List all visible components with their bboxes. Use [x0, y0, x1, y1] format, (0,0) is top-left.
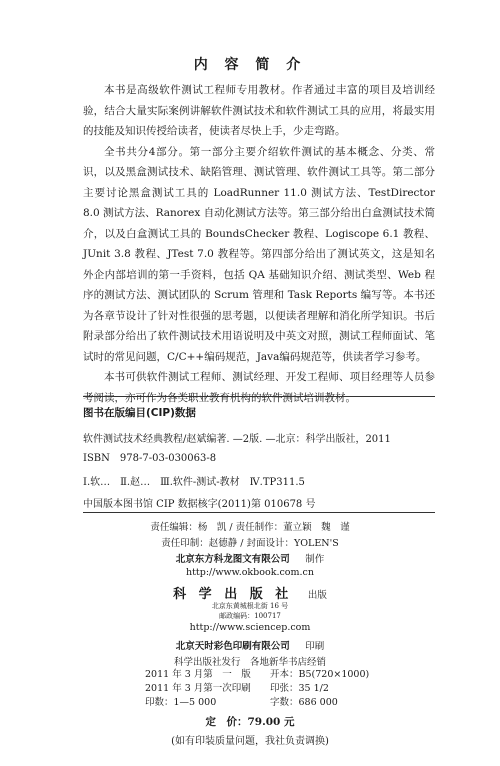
printer-role: 印刷 — [305, 641, 325, 652]
intro-text — [83, 80, 435, 408]
publisher-url: http://www.sciencep.com — [189, 622, 311, 633]
credit-print-design: 责任印制：赵德静 / 封面设计：YOLEN'S — [161, 538, 339, 549]
divider-top — [83, 396, 435, 397]
spec-left: 2011 年 3 月第一次印刷 — [145, 683, 251, 694]
cip-line-isbn: ISBN 978-7-03-030063-8 — [83, 453, 217, 464]
cip-heading: 图书在版编目(CIP)数据 — [83, 407, 196, 419]
spec-left: 印数：1—5 000 — [145, 697, 217, 708]
distribution: 科学出版社发行 各地新华书店经销 — [173, 657, 326, 668]
credit-producer — [0, 551, 500, 565]
page-title: 内 容 简 介 — [193, 57, 307, 73]
cip-line-classification: Ⅰ.软… Ⅱ.赵… Ⅲ.软件-测试-教材 Ⅳ.TP311.5 — [83, 477, 305, 488]
print-specs-2 — [145, 682, 395, 696]
credit-printer — [0, 638, 500, 652]
intro-paragraph-1: 本书是高级软件测试工程师专用教材。作者通过丰富的项目及培训经验，结合大量实际案例讲解软件测试技术和软件测试工具的应用，将最实用的技能及知识传授给读者，使读者尽快上手，少走弯路。 — [83, 84, 435, 137]
credit-publisher — [0, 583, 500, 602]
spec-right: 开本：B5(720×1000) — [270, 669, 370, 680]
spec-row — [145, 696, 395, 710]
divider-bottom — [83, 512, 435, 513]
quality-notice: (如有印装质量问题，我社负责调换) — [171, 736, 329, 747]
producer-url: http://www.okbook.com.cn — [185, 567, 314, 578]
credit-editors: 责任编辑：杨 凯 / 责任制作：董立颖 魏 谨 — [150, 522, 350, 533]
cip-line-number: 中国版本图书馆 CIP 数据核字(2011)第 010678 号 — [83, 499, 316, 510]
printer-name: 北京天时彩色印刷有限公司 — [175, 641, 290, 652]
publisher-postcode: 邮政编码：100717 — [219, 612, 281, 620]
publisher-role: 出版 — [307, 590, 327, 601]
spec-row — [145, 682, 395, 696]
producer-role: 制作 — [305, 554, 325, 565]
spec-row — [145, 668, 395, 682]
spec-right: 字数：686 000 — [270, 697, 338, 708]
print-specs — [145, 668, 395, 682]
price: 定 价：79.00 元 — [205, 716, 295, 728]
intro-paragraph-2: 全书共分4部分。第一部分主要介绍软件测试的基本概念、分类、常识，以及黑盒测试技术、缺陷管理、测试管理、软件测试工具等。第二部分主要讨论黑盒测试工具的 LoadRunner 11.0 测试方法、TestDirector 8.0 测试方法、Ranorex 自动化测试方法等。第三部分给出白盒测试技术简介，以及白盒测试工具的 BoundsChecker 教程、Logiscope 6.1 教程、JUnit 3.8 教程、JTest 7.0 教程等。第四部分给出了测试英文，这是知名外企内部培训的第一手资料，包括 QA 基础知识介绍、测试类型、Web 程序的测试方法、测试团队的 Scrum 管理和 Task Reports 编写等。本书还为各章节设计了针对性很强的思考题，以便读者理解和消化所学知识。书后附录部分给出了软件测试技术用语说明及中英文对照，测试工程师面试、笔试时的常见问题，C/C++编码规范，Java编码规范等，供读者学习参考。 — [83, 145, 435, 363]
publisher-name: 科 学 出 版 社 — [173, 587, 293, 602]
cip-line-title: 软件测试技术经典教程/赵斌编著. —2版. —北京：科学出版社，2011 — [83, 434, 391, 445]
spec-right: 印张：35 1/2 — [270, 683, 329, 694]
print-specs-3 — [145, 696, 395, 710]
spec-left: 2011 年 3 月第 一 版 — [145, 669, 251, 680]
intro-paragraph-3: 本书可供软件测试工程师、测试经理、开发工程师、项目经理等人员参考阅读，亦可作为各类职业教育机构的软件测试培训教材。 — [83, 371, 435, 404]
producer-name: 北京东方科龙图文有限公司 — [175, 554, 290, 565]
publisher-address: 北京东黄城根北街 16 号 — [211, 602, 289, 610]
